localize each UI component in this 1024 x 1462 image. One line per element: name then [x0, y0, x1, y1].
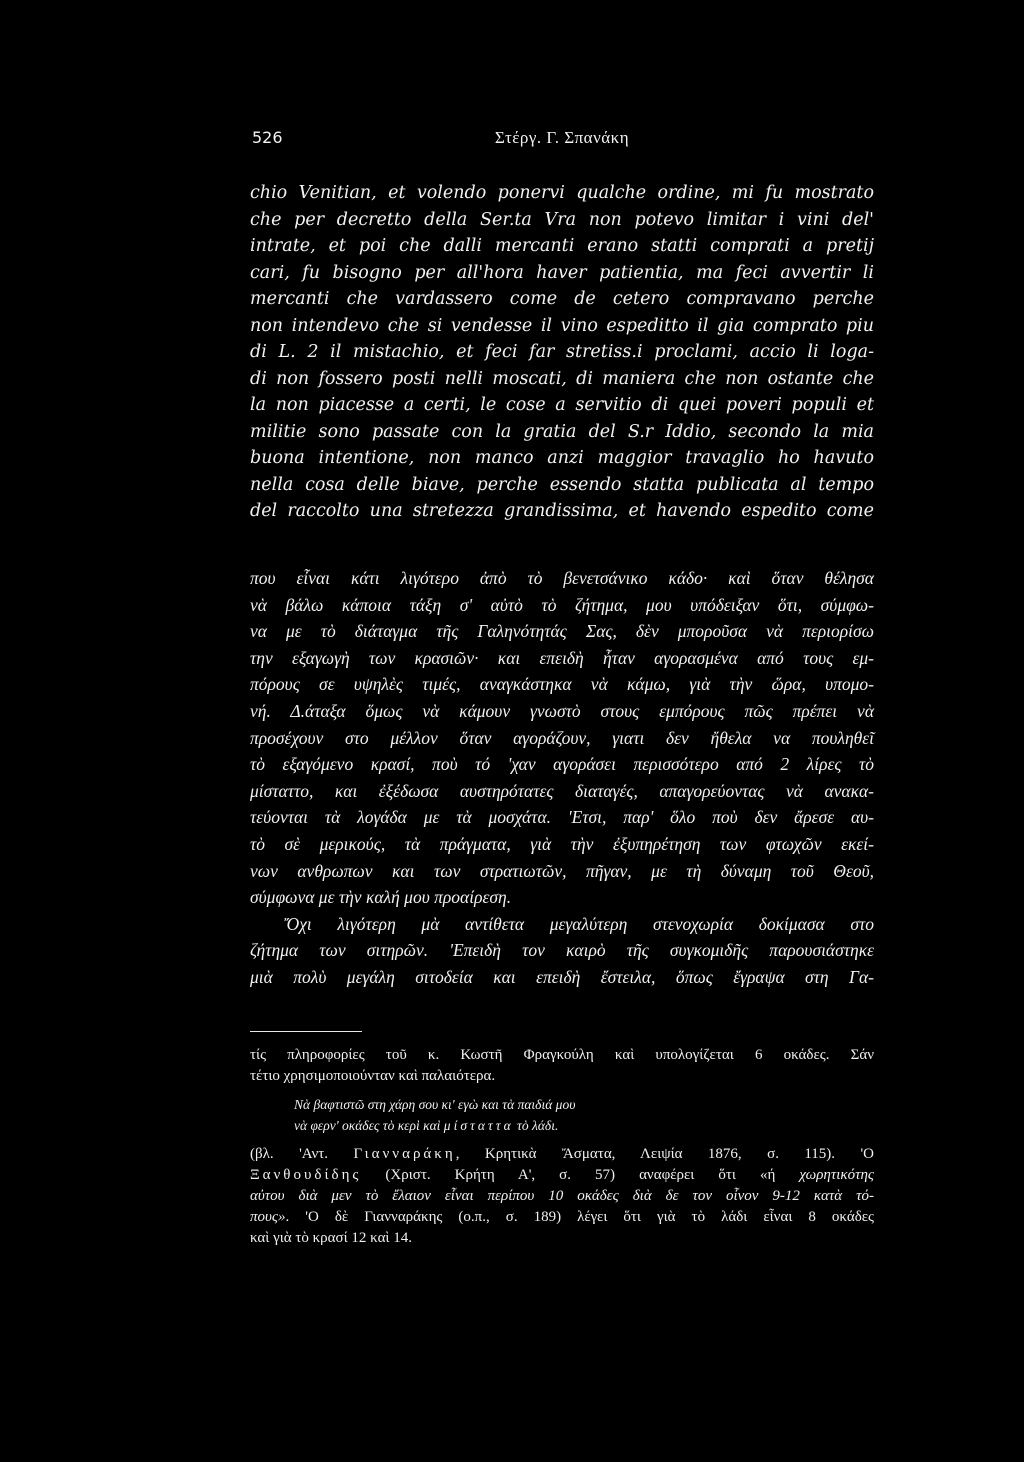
latin-line: del raccolto una stretezza grandissima, et havendo espedito come — [250, 501, 874, 521]
greek-translation — [250, 565, 874, 991]
footnote-line: αὐτου διὰ μεν τὸ ἔλαιον εἶναι περίπου 10 οκάδες διὰ δε τον οἶνον 9-12 κατὰ τό- — [250, 1188, 874, 1204]
footnote-line — [250, 1207, 874, 1228]
greek-line: τὸ σὲ μερικούς, τὰ πράγματα, γιὰ τὴν ἐξυπηρέτηση των φτωχῶν εκεί- — [250, 833, 874, 854]
page-number: 526 — [252, 128, 283, 147]
greek-line: που εἶναι κάτι λιγότερο ἀπὸ τὸ βενετσάνικο κάδο· καὶ ὅταν θέλησα — [250, 568, 874, 588]
ref-text: (Χριστ. Κρήτη Α', σ. 57) αναφέρει ὅτι «ή — [361, 1167, 800, 1183]
footnote-divider — [250, 1031, 362, 1032]
latin-line: chio Venitian, et volendo ponervi qualche ordine, mi fu mostrato — [250, 183, 874, 203]
greek-line: προσέχουν στο μέλλον ὅταν αγοράζουν, γιατι δεν ἤθελα να πουληθεῖ — [250, 727, 874, 748]
footnote-line: καὶ γιὰ τὸ κρασί 12 καὶ 14. — [250, 1230, 412, 1246]
latin-line: la non piacesse a certi, le cose a servitio di quei poveri populi et — [250, 395, 874, 415]
greek-line: νων ανθρωπων και των στρατιωτῶν, πῆγαν, με τὴ δύναμη τοῦ Θεοῦ, — [250, 860, 874, 881]
verse-emphasis: μίσταττα — [443, 1117, 514, 1133]
greek-line: νὰ βάλω κάποια τάξη σ' αὐτὸ τὸ ζήτημα, μου υπόδειξαν ὅτι, σύμφω- — [250, 594, 874, 615]
latin-line: mercanti che vardassero come de cetero compravano perche — [250, 289, 874, 309]
footnote-verse — [250, 1116, 874, 1137]
greek-line: τὸ εξαγόμενο κρασί, ποὺ τό 'χαν αγοράσει περισσότερο από 2 λίρες τὸ — [250, 754, 874, 775]
verse-text: νὰ φερν' οκάδες τὸ κερὶ καὶ — [294, 1117, 444, 1133]
greek-line: μιὰ πολὺ μεγάλη σιτοδεία και επειδὴ ἔστειλα, ὅπως ἔγραψα στη Γα- — [250, 966, 874, 987]
latin-line: cari, fu bisogno per all'hora haver patientia, ma feci avvertir li — [250, 262, 874, 283]
latin-line: militie sono passate con la gratia del S.r Iddio, secondo la mia — [250, 421, 874, 442]
running-head: Στέργ. Γ. Σπανάκη — [494, 128, 630, 147]
latin-line: non intendevo che si vendesse il vino espeditto il gia comprato piu — [250, 315, 874, 336]
footnote-line: τέτιο χρησιμοποιούνταν καὶ παλαιότερα. — [250, 1068, 496, 1084]
greek-line: νή. Δ.άταξα ὅμως νὰ κάμουν γνωστὸ στους εμπόρους πῶς πρέπει νὰ — [250, 700, 874, 721]
footnote-line — [250, 1165, 874, 1186]
greek-line: την εξαγωγὴ των κρασιῶν· και επειδὴ ἦταν αγορασμένα από τους εμ- — [250, 647, 874, 668]
greek-line: να με τὸ διάταγμα τῆς Γαληνότητάς Σας, δὲν μποροῦσα νὰ περιορίσω — [250, 621, 874, 642]
greek-line: πόρους σε υψηλὲς τιμές, αναγκάστηκα νὰ κάμω, γιὰ τὴν ὥρα, υπομο- — [250, 674, 874, 695]
ref-text: , Κρητικὰ Ἄσματα, Λειψία 1876, σ. 115). 'Ο — [455, 1146, 875, 1162]
ref-author: Ξανθουδίδης — [250, 1167, 362, 1183]
page-header — [252, 128, 872, 152]
greek-line: Ὄχι λιγότερη μὰ αντίθετα μεγαλύτερη στενοχωρία δοκίμασα στο — [284, 913, 874, 934]
footnote-verse: Νὰ βαφτιστῶ στη χάρη σου κι' εγὼ και τὰ παιδιά μου — [294, 1097, 576, 1112]
greek-line: μίσταττο, και ἐξέδωσα αυστηρότατες διαταγές, απαγορεύοντας νὰ ανακα- — [250, 780, 874, 801]
footnote-line — [250, 1144, 874, 1165]
latin-line: intrate, et poi che dalli mercanti erano statti comprati a pretij — [250, 236, 874, 256]
greek-line: ζήτημα των σιτηρῶν. 'Επειδὴ τον καιρὸ τῆς συγκομιδῆς παρουσιάστηκε — [250, 940, 874, 961]
latin-line: di L. 2 il mistachio, et feci far stretiss.i proclami, accio li loga- — [250, 342, 874, 362]
footnote-line: τίς πληροφορίες τοῦ κ. Κωστῆ Φραγκούλη καὶ υπολογίζεται 6 οκάδες. Σάν — [250, 1047, 874, 1063]
greek-line: σύμφωνα με τὴν καλή μου προαίρεση. — [250, 887, 512, 908]
footnote-spacer — [250, 1136, 874, 1144]
greek-line: τεύονται τὰ λογάδα με τὰ μοσχάτα. 'Ετσι, παρ' ὅλο ποὺ δεν ἄρεσε αυ- — [250, 807, 874, 828]
ref-text: . 'Ο δὲ Γιανναράκης (ο.π., σ. 189) λέγει ὅτι γιὰ τὸ λάδι εἶναι 8 οκάδες — [285, 1209, 874, 1225]
footnote — [250, 1045, 874, 1249]
latin-line: che per decretto della Ser.ta Vra non potevo limitar i vini del' — [250, 209, 874, 230]
latin-line: buona intentione, non manco anzi maggior travaglio ho havuto — [250, 448, 874, 468]
ref-author: Γιανναράκη — [353, 1146, 456, 1162]
footnote-spacer — [250, 1087, 874, 1095]
latin-line: di non fossero posti nelli moscati, di maniera che non ostante che — [250, 368, 874, 389]
ref-quote: πους» — [250, 1209, 286, 1225]
latin-line: nella cosa delle biave, perche essendo statta publicata al tempo — [250, 474, 874, 495]
latin-quotation — [250, 180, 874, 525]
ref-text: (βλ. 'Αντ. — [250, 1146, 354, 1162]
verse-text: τὸ λάδι. — [513, 1117, 559, 1133]
ref-quote: χωρητικότης — [799, 1167, 874, 1183]
